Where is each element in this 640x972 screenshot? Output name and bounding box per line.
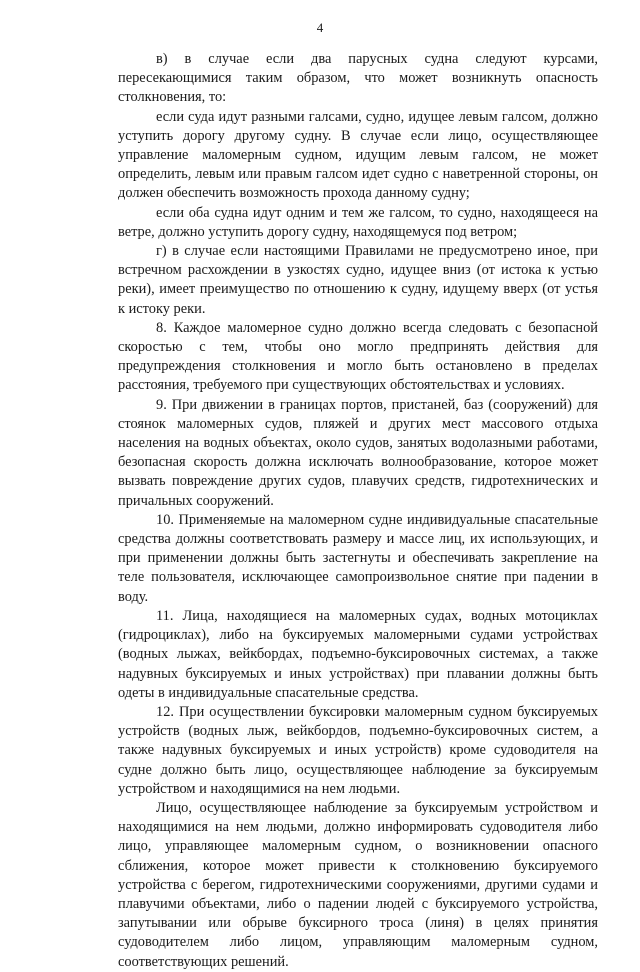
- paragraph-observer: Лицо, осуществляющее наблюдение за буксируемым устройством и находящимися на нем людьми, должно информировать судоводителя либо лицо, управляющее маломерным судном, о возникновении опасного сближения, которое может привести к столкновению буксируемого устройства с берегом, гидротехническими сооружениями, другими судами и плавучими объектами, либо о падении людей с буксируемого устройства, запутывании или обрыве буксирного троса (линя) в целях принятия судоводителем либо лицом, управляющим маломерным судном, соответствующих решений.: [118, 799, 598, 970]
- document-body: [118, 50, 598, 972]
- paragraph-item-11: 11. Лица, находящиеся на маломерных судах, водных мотоциклах (гидроциклах), либо на буксируемых маломерными судами устройствах (водных лыжах, вейкбордах, подъемно-буксировочных системах, а также надувных буксируемых и иных устройствах) при плавании должны быть одеты в индивидуальные спасательные средства.: [118, 607, 598, 701]
- paragraph-item-8: 8. Каждое маломерное судно должно всегда следовать с безопасной скоростью с тем, чтобы оно могло предпринять действия для предупреждения столкновения и могло быть остановлено в пределах расстояния, требуемого при существующих обстоятельствах и условиях.: [118, 319, 598, 394]
- paragraph-narrows: г) в случае если настоящими Правилами не предусмотрено иное, при встречном расхождении в узкостях судно, идущее вниз (от истока к устью реки), имеет преимущество по отношению к судну, идущему вверх (от устья к истоку реки.: [118, 243, 598, 317]
- paragraph-sail-crossing: в) в случае если два парусных судна следуют курсами, пересекающимися таким образом, что может возникнуть опасность столкновения, то:: [118, 51, 598, 106]
- paragraph-item-9: 9. При движении в границах портов, пристаней, баз (сооружений) для стоянок маломерных судов, пляжей и других мест массового отдыха населения на водных объектах, около судов, занятых водолазными работами, безопасная скорость должна исключать волнообразование, которое может вызвать повреждение других судов, плавучих средств, гидротехнических и причальных сооружений.: [118, 396, 598, 509]
- paragraph-different-tacks: если суда идут разными галсами, судно, идущее левым галсом, должно уступить дорогу другому судну. В случае если лицо, осуществляющее управление маломерным судном, идущим левым галсом, не может определить, левым или правым галсом идет судно с наветренной стороны, он должен обеспечить возможность прохода данному судну;: [118, 108, 598, 202]
- paragraph-item-12: 12. При осуществлении буксировки маломерным судном буксируемых устройств (водных лыж, вейкбордов, подъемно-буксировочных систем, а также надувных буксируемых и иных устройств) кроме судоводителя на судне должно быть лицо, осуществляющее наблюдение за буксируемым устройством и находящимися на нем людьми.: [118, 703, 598, 797]
- paragraph-same-tack: если оба судна идут одним и тем же галсом, то судно, находящееся на ветре, должно уступить дорогу судну, находящемуся под ветром;: [118, 204, 598, 240]
- page-number: 4: [316, 20, 324, 35]
- paragraph-item-10: 10. Применяемые на маломерном судне индивидуальные спасательные средства должны соответствовать размеру и массе лиц, их использующих, и при применении должны быть застегнуты и обеспечивать закрепление на теле пользователя, исключающее самопроизвольное снятие при падении в воду.: [118, 511, 598, 605]
